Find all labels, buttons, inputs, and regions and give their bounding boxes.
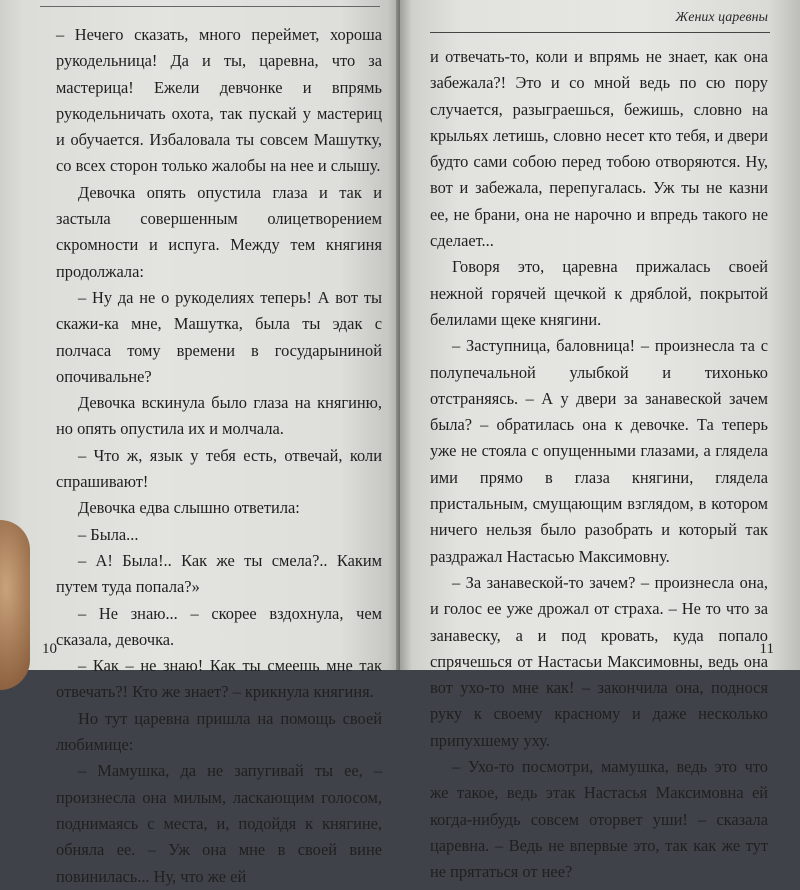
paragraph: и отвечать-то, коли и впрямь не знает, как она забежала?! Это и со мной ведь по сю пору случается, разыграешься, бежишь, словно на крыльях летишь, словно несет кто тебя, и двери будто сами собою перед тобою отворяются. Ну, вот и забежала, перепугалась. Уж ты не казни ее, не брани, она не нарочно и впредь такого не сделает... [430, 47, 768, 251]
paragraph: – Как – не знаю! Как ты смеешь мне так отвечать?! Кто же знает? – крикнула княгиня. [56, 656, 382, 702]
paragraph: – Мамушка, да не запугивай ты ее, – произнесла она милым, ласкающим голосом, поднимаясь с места, и, подойдя к княгине, обняла ее. – Уж она мне в своей вине повинилась... Ну, что же ей [56, 761, 382, 886]
paragraph: Но тут царевна пришла на помощь своей любимице: [56, 708, 382, 755]
right-page-text [430, 44, 768, 886]
paragraph: – Заступница, баловница! – произнесла та с полупечальной улыбкой и тихонько отстраняясь. – А у двери за занавеской зачем была? – обратилась она к девочке. Та теперь уже не стояла с опущенными глазами, а глядела ими прямо в глаза княгини, глядела пристальным, смущающим взглядом, в котором ничего нельзя было разобрать и который так раздражал Настасью Максимовну. [430, 336, 768, 566]
paragraph: Говоря это, царевна прижалась своей нежной горячей щечкой к дряблой, покрытой белилами щеке княгини. [430, 257, 768, 329]
running-header: Жених царевны [675, 10, 768, 25]
paragraph: Девочка вскинула было глаза на княгиню, но опять опустила их и молчала. [56, 393, 382, 439]
paragraph: – Нечего сказать, много переймет, хороша рукодельница! Да и ты, царевна, что за мастерица! Ежели девчонке и впрямь рукодельничать охота, так пускай у мастериц и обучается. Избаловала ты совсем Машутку, со всех сторон только жалобы на нее и слышу. [56, 25, 382, 176]
left-page [0, 0, 400, 886]
paragraph: – Что ж, язык у тебя есть, отвечай, коли спрашивают! [56, 445, 382, 492]
page-top-edge [40, 0, 380, 7]
paragraph: – А! Была!.. Как же ты смела?.. Каким путем туда попала?» [56, 550, 382, 597]
right-page [400, 0, 800, 882]
thumb [0, 520, 30, 690]
page-number-left: 10 [42, 641, 57, 657]
paragraph: – Ухо-то посмотри, мамушка, ведь это что же такое, ведь этак Настасья Максимовна ей когда-нибудь совсем оторвет уши! – сказала царевна. – Ведь не впервые это, так как же тут не прятаться от нее? [430, 757, 768, 882]
paragraph: – За занавеской-то зачем? – произнесла она, и голос ее уже дрожал от страха. – Не то что за занавеску, а и под кровать, куда попало спрячешься от Настасьи Максимовны, ведь она вот ухо-то мне как! – закончила она, поднося руку к своему красному и даже несколько припухшему уху. [430, 572, 768, 750]
header-rule [430, 32, 770, 33]
paragraph: – Ну да не о рукоделиях теперь! А вот ты скажи-ка мне, Машутка, была ты эдак с полчаса тому времени в государыниной опочивальне? [56, 287, 382, 386]
paragraph: – Не знаю... – скорее вздохнула, чем сказала, девочка. [56, 603, 382, 649]
paragraph: – Была... [78, 524, 139, 544]
paragraph: Девочка опять опустила глаза и так и застыла совершенным олицетворением скромности и испуга. Между тем княгиня продолжала: [56, 182, 382, 281]
paragraph: Девочка едва слышно ответила: [78, 498, 300, 518]
left-page-text [56, 22, 382, 890]
page-number-right: 11 [759, 641, 774, 657]
